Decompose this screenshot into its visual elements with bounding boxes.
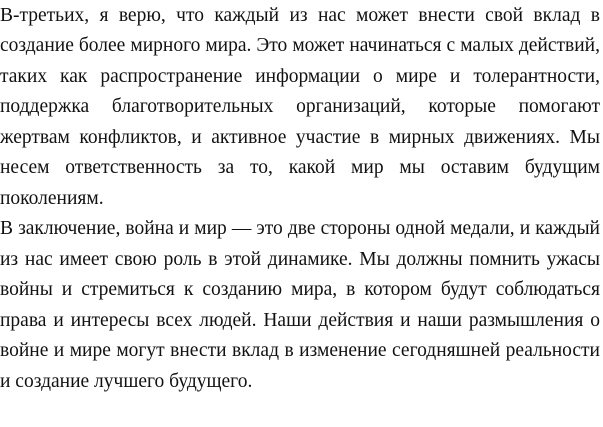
paragraph-line: несем ответственность за то, какой мир мы оставим будущим — [0, 157, 600, 178]
paragraph-line: создание более мирного мира. Это может начинаться с малых действий, — [0, 35, 600, 56]
paragraph-line: таких как распространение информации о мире и толерантности, — [0, 66, 600, 87]
paragraph-line: войны и стремиться к созданию мира, в котором будут соблюдаться — [0, 279, 600, 300]
paragraph-line: из нас имеет свою роль в этой динамике. Мы должны помнить ужасы — [0, 249, 600, 270]
paragraph-line: жертвам конфликтов, и активное участие в мирных движениях. Мы — [0, 127, 600, 148]
paragraph-line: права и интересы всех людей. Наши действия и наши размышления о — [0, 310, 600, 331]
paragraph-line: В заключение, война и мир — это две стороны одной медали, и каждый — [0, 218, 600, 239]
paragraph-line: войне и мире могут внести вклад в изменение сегодняшней реальности — [0, 340, 600, 361]
paragraph-line: и создание лучшего будущего. — [0, 371, 253, 392]
paragraph-line: поколениям. — [0, 188, 104, 209]
paragraph-line: поддержка благотворительных организаций, которые помогают — [0, 96, 600, 117]
paragraph-line: В-третьих, я верю, что каждый из нас может внести свой вклад в — [0, 5, 600, 26]
